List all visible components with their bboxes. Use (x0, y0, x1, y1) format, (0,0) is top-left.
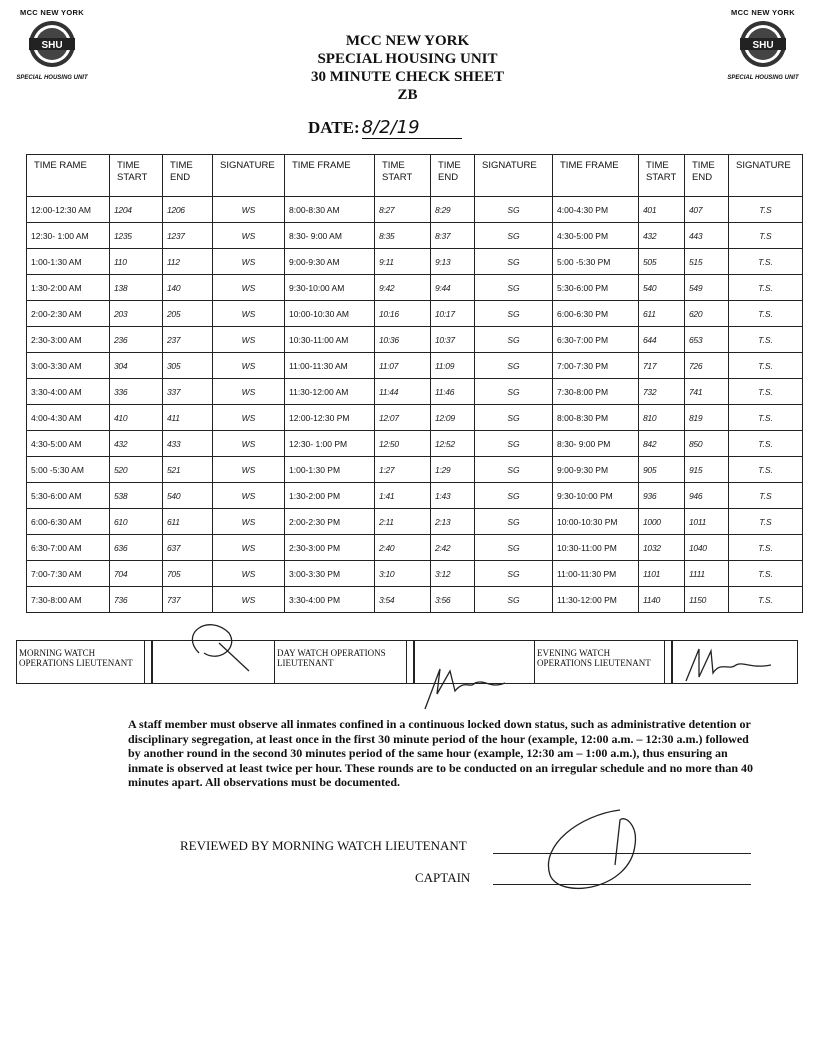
signature-cell: T.S (729, 483, 803, 509)
table-row (27, 249, 803, 275)
signature-cell: WS (213, 301, 285, 327)
time-frame-cell: 7:30-8:00 PM (553, 379, 639, 405)
time-frame-cell: 4:30-5:00 PM (553, 223, 639, 249)
time-end-cell: 1040 (685, 535, 729, 561)
signature-cell: T.S. (729, 587, 803, 613)
time-end-cell: 741 (685, 379, 729, 405)
time-end-cell: 12:52 (431, 431, 475, 457)
time-start-cell: 644 (639, 327, 685, 353)
column-header: TIME FRAME (553, 155, 639, 197)
time-end-cell: 850 (685, 431, 729, 457)
time-start-cell: 610 (110, 509, 163, 535)
signature-cell: T.S. (729, 353, 803, 379)
time-end-cell: 407 (685, 197, 729, 223)
signature-cell: SG (475, 353, 553, 379)
column-header: TIME END (163, 155, 213, 197)
header-line-4: ZB (397, 87, 418, 103)
time-start-cell: 11:07 (375, 353, 431, 379)
date-label: DATE: (308, 118, 360, 137)
time-frame-cell: 6:30-7:00 PM (553, 327, 639, 353)
time-frame-cell: 11:00-11:30 PM (553, 561, 639, 587)
time-start-cell: 9:42 (375, 275, 431, 301)
header-line-3: 30 MINUTE CHECK SHEET (311, 69, 504, 85)
signature-cell: T.S (729, 509, 803, 535)
signature-cell: WS (213, 561, 285, 587)
time-start-cell: 410 (110, 405, 163, 431)
day-watch-label: DAY WATCH OPERATIONS LIEUTENANT (277, 648, 386, 668)
time-start-cell: 810 (639, 405, 685, 431)
signature-cell: T.S. (729, 379, 803, 405)
time-end-cell: 637 (163, 535, 213, 561)
signature-cell: WS (213, 249, 285, 275)
signature-cell: SG (475, 223, 553, 249)
time-end-cell: 140 (163, 275, 213, 301)
time-end-cell: 10:37 (431, 327, 475, 353)
header-line-2: SPECIAL HOUSING UNIT (317, 51, 498, 67)
time-frame-cell: 4:00-4:30 AM (27, 405, 110, 431)
signature-cell: T.S. (729, 301, 803, 327)
time-frame-cell: 4:30-5:00 AM (27, 431, 110, 457)
time-end-cell: 653 (685, 327, 729, 353)
signature-cell: WS (213, 353, 285, 379)
time-end-cell: 12:09 (431, 405, 475, 431)
logo-top-text: MCC NEW YORK (731, 8, 795, 17)
morning-watch-label-cell (17, 641, 145, 683)
column-header: TIME END (685, 155, 729, 197)
time-end-cell: 205 (163, 301, 213, 327)
time-start-cell: 2:11 (375, 509, 431, 535)
time-start-cell: 236 (110, 327, 163, 353)
time-frame-cell: 7:00-7:30 PM (553, 353, 639, 379)
time-start-cell: 12:50 (375, 431, 431, 457)
time-frame-cell: 10:30-11:00 PM (553, 535, 639, 561)
signature-cell: T.S. (729, 431, 803, 457)
time-frame-cell: 5:30-6:00 AM (27, 483, 110, 509)
time-end-cell: 10:17 (431, 301, 475, 327)
time-end-cell: 237 (163, 327, 213, 353)
signature-cell: T.S. (729, 405, 803, 431)
time-start-cell: 1235 (110, 223, 163, 249)
time-start-cell: 1140 (639, 587, 685, 613)
evening-watch-label-cell (535, 641, 665, 683)
time-frame-cell: 11:30-12:00 PM (553, 587, 639, 613)
seal-text: SHU (41, 40, 63, 51)
time-start-cell: 2:40 (375, 535, 431, 561)
morning-watch-signature (153, 641, 275, 683)
time-start-cell: 304 (110, 353, 163, 379)
table-row (27, 275, 803, 301)
time-start-cell: 138 (110, 275, 163, 301)
signature-cell: WS (213, 483, 285, 509)
time-end-cell: 521 (163, 457, 213, 483)
signature-cell: WS (213, 457, 285, 483)
signature-cell: WS (213, 275, 285, 301)
time-frame-cell: 8:00-8:30 AM (285, 197, 375, 223)
signature-cell: WS (213, 509, 285, 535)
signature-cell: SG (475, 561, 553, 587)
time-end-cell: 1206 (163, 197, 213, 223)
time-frame-cell: 1:30-2:00 AM (27, 275, 110, 301)
time-end-cell: 11:09 (431, 353, 475, 379)
signature-cell: T.S (729, 197, 803, 223)
table-row (27, 327, 803, 353)
time-end-cell: 8:37 (431, 223, 475, 249)
evening-watch-label: EVENING WATCH OPERATIONS LIEUTENANT (537, 648, 651, 668)
time-start-cell: 505 (639, 249, 685, 275)
date-value: 8/2/19 (362, 117, 462, 139)
time-start-cell: 8:35 (375, 223, 431, 249)
time-end-cell: 433 (163, 431, 213, 457)
time-frame-cell: 7:30-8:00 AM (27, 587, 110, 613)
time-frame-cell: 2:30-3:00 AM (27, 327, 110, 353)
time-end-cell: 11:46 (431, 379, 475, 405)
table-row (27, 197, 803, 223)
time-frame-cell: 12:30- 1:00 PM (285, 431, 375, 457)
column-header: TIME FRAME (285, 155, 375, 197)
time-frame-cell: 9:00-9:30 AM (285, 249, 375, 275)
signature-cell: SG (475, 301, 553, 327)
time-frame-cell: 3:00-3:30 AM (27, 353, 110, 379)
morning-watch-label: MORNING WATCH OPERATIONS LIEUTENANT (19, 648, 133, 668)
header-line-1: MCC NEW YORK (345, 33, 470, 49)
time-end-cell: 1:43 (431, 483, 475, 509)
time-frame-cell: 6:00-6:30 PM (553, 301, 639, 327)
time-end-cell: 1150 (685, 587, 729, 613)
time-frame-cell: 12:00-12:30 AM (27, 197, 110, 223)
time-frame-cell: 11:00-11:30 AM (285, 353, 375, 379)
time-end-cell: 946 (685, 483, 729, 509)
time-start-cell: 636 (110, 535, 163, 561)
table-row (27, 457, 803, 483)
time-frame-cell: 12:00-12:30 PM (285, 405, 375, 431)
time-start-cell: 704 (110, 561, 163, 587)
time-end-cell: 1111 (685, 561, 729, 587)
time-frame-cell: 8:00-8:30 PM (553, 405, 639, 431)
signature-cell: WS (213, 379, 285, 405)
logo-bottom-text: SPECIAL HOUSING UNIT (16, 75, 88, 81)
time-frame-cell: 1:30-2:00 PM (285, 483, 375, 509)
time-start-cell: 3:54 (375, 587, 431, 613)
signature-cell: WS (213, 327, 285, 353)
time-start-cell: 336 (110, 379, 163, 405)
signature-cell: SG (475, 535, 553, 561)
time-start-cell: 1032 (639, 535, 685, 561)
time-frame-cell: 1:00-1:30 AM (27, 249, 110, 275)
time-frame-cell: 3:00-3:30 PM (285, 561, 375, 587)
signature-cell: T.S. (729, 327, 803, 353)
table-body (27, 197, 803, 613)
time-frame-cell: 2:30-3:00 PM (285, 535, 375, 561)
seal-text: SHU (752, 40, 774, 51)
time-start-cell: 842 (639, 431, 685, 457)
signature-cell: SG (475, 249, 553, 275)
signature-scribble-icon (681, 641, 801, 685)
signature-cell: T.S. (729, 249, 803, 275)
signature-cell: SG (475, 587, 553, 613)
date-row (308, 117, 462, 139)
time-start-cell: 732 (639, 379, 685, 405)
check-sheet-table (26, 154, 803, 613)
time-start-cell: 203 (110, 301, 163, 327)
time-frame-cell: 5:00 -5:30 AM (27, 457, 110, 483)
table-row (27, 561, 803, 587)
signature-cell: SG (475, 275, 553, 301)
time-frame-cell: 8:30- 9:00 AM (285, 223, 375, 249)
time-frame-cell: 10:30-11:00 AM (285, 327, 375, 353)
signature-cell: WS (213, 197, 285, 223)
signature-cell: WS (213, 405, 285, 431)
signature-cell: SG (475, 483, 553, 509)
time-end-cell: 8:29 (431, 197, 475, 223)
time-end-cell: 611 (163, 509, 213, 535)
day-watch-signature (415, 641, 535, 683)
time-start-cell: 1000 (639, 509, 685, 535)
column-header: SIGNATURE (213, 155, 285, 197)
time-frame-cell: 4:00-4:30 PM (553, 197, 639, 223)
time-end-cell: 411 (163, 405, 213, 431)
signature-cell: SG (475, 457, 553, 483)
reviewed-by-label: REVIEWED BY MORNING WATCH LIEUTENANT (180, 838, 467, 853)
time-start-cell: 3:10 (375, 561, 431, 587)
time-end-cell: 3:56 (431, 587, 475, 613)
time-end-cell: 9:13 (431, 249, 475, 275)
time-frame-cell: 3:30-4:00 AM (27, 379, 110, 405)
table-row (27, 353, 803, 379)
time-end-cell: 3:12 (431, 561, 475, 587)
time-start-cell: 611 (639, 301, 685, 327)
signature-cell: SG (475, 431, 553, 457)
signature-cell: T.S (729, 223, 803, 249)
time-end-cell: 2:42 (431, 535, 475, 561)
time-end-cell: 1237 (163, 223, 213, 249)
column-header: TIME START (375, 155, 431, 197)
observation-policy-notice: A staff member must observe all inmates confined in a continuous locked down status, such as administrative detention or disciplinary segregation, at least once in the first 30 minute period of the hour (example, 12:00 a.m. – 12:30 a.m.) followed by another round in the second 30 minutes period of the same hour (example, 12:30 am – 1:00 a.m.), thus ensuring an inmate is observed at least twice per hour. These rounds are to be conducted on an irregular schedule and no more than 40 minutes apart. All observations must be documented. (128, 717, 754, 789)
table-row (27, 379, 803, 405)
column-header: TIME START (639, 155, 685, 197)
table-row (27, 509, 803, 535)
table-row (27, 587, 803, 613)
time-end-cell: 819 (685, 405, 729, 431)
signature-scribble-icon (415, 649, 535, 709)
time-start-cell: 736 (110, 587, 163, 613)
table-row (27, 431, 803, 457)
time-start-cell: 1101 (639, 561, 685, 587)
time-end-cell: 9:44 (431, 275, 475, 301)
time-end-cell: 915 (685, 457, 729, 483)
time-start-cell: 432 (639, 223, 685, 249)
watch-signature-boxes (16, 640, 798, 684)
signature-cell: WS (213, 431, 285, 457)
day-watch-label-cell (275, 641, 407, 683)
time-end-cell: 2:13 (431, 509, 475, 535)
divider (145, 641, 153, 683)
table-row (27, 535, 803, 561)
time-start-cell: 717 (639, 353, 685, 379)
divider (407, 641, 415, 683)
signature-cell: T.S. (729, 561, 803, 587)
evening-watch-signature (673, 641, 797, 683)
time-frame-cell: 5:30-6:00 PM (553, 275, 639, 301)
time-end-cell: 726 (685, 353, 729, 379)
time-end-cell: 337 (163, 379, 213, 405)
table-row (27, 483, 803, 509)
signature-cell: WS (213, 535, 285, 561)
time-frame-cell: 1:00-1:30 PM (285, 457, 375, 483)
time-frame-cell: 11:30-12:00 AM (285, 379, 375, 405)
time-end-cell: 1:29 (431, 457, 475, 483)
column-header: SIGNATURE (729, 155, 803, 197)
table-row (27, 405, 803, 431)
time-start-cell: 1:41 (375, 483, 431, 509)
signature-cell: SG (475, 379, 553, 405)
column-header: TIME END (431, 155, 475, 197)
time-frame-cell: 9:30-10:00 AM (285, 275, 375, 301)
time-start-cell: 538 (110, 483, 163, 509)
time-frame-cell: 7:00-7:30 AM (27, 561, 110, 587)
time-frame-cell: 8:30- 9:00 PM (553, 431, 639, 457)
time-start-cell: 432 (110, 431, 163, 457)
signature-cell: T.S. (729, 535, 803, 561)
time-end-cell: 1011 (685, 509, 729, 535)
column-header: TIME RAME (27, 155, 110, 197)
signature-cell: SG (475, 405, 553, 431)
time-end-cell: 305 (163, 353, 213, 379)
logo-top-text: MCC NEW YORK (20, 8, 84, 17)
time-frame-cell: 2:00-2:30 AM (27, 301, 110, 327)
time-end-cell: 112 (163, 249, 213, 275)
signature-cell: T.S. (729, 457, 803, 483)
signature-scribble-icon (159, 623, 281, 667)
table-row (27, 223, 803, 249)
signature-cell: WS (213, 587, 285, 613)
time-end-cell: 737 (163, 587, 213, 613)
time-frame-cell: 12:30- 1:00 AM (27, 223, 110, 249)
time-start-cell: 11:44 (375, 379, 431, 405)
time-frame-cell: 9:30-10:00 PM (553, 483, 639, 509)
logo-bottom-text: SPECIAL HOUSING UNIT (727, 75, 799, 81)
time-start-cell: 10:16 (375, 301, 431, 327)
time-end-cell: 540 (163, 483, 213, 509)
captain-label: CAPTAIN (415, 870, 471, 885)
time-end-cell: 705 (163, 561, 213, 587)
table-row (27, 301, 803, 327)
signature-cell: SG (475, 509, 553, 535)
divider (665, 641, 673, 683)
time-end-cell: 443 (685, 223, 729, 249)
time-frame-cell: 6:00-6:30 AM (27, 509, 110, 535)
time-start-cell: 905 (639, 457, 685, 483)
time-frame-cell: 10:00-10:30 PM (553, 509, 639, 535)
time-start-cell: 8:27 (375, 197, 431, 223)
time-frame-cell: 10:00-10:30 AM (285, 301, 375, 327)
column-header: SIGNATURE (475, 155, 553, 197)
time-frame-cell: 2:00-2:30 PM (285, 509, 375, 535)
column-header: TIME START (110, 155, 163, 197)
time-start-cell: 9:11 (375, 249, 431, 275)
time-start-cell: 10:36 (375, 327, 431, 353)
time-start-cell: 520 (110, 457, 163, 483)
time-start-cell: 401 (639, 197, 685, 223)
time-start-cell: 1204 (110, 197, 163, 223)
time-start-cell: 1:27 (375, 457, 431, 483)
signature-cell: SG (475, 327, 553, 353)
time-frame-cell: 5:00 -5:30 PM (553, 249, 639, 275)
time-frame-cell: 9:00-9:30 PM (553, 457, 639, 483)
time-end-cell: 515 (685, 249, 729, 275)
document-header (0, 32, 815, 104)
table-header-row (27, 155, 803, 197)
time-end-cell: 549 (685, 275, 729, 301)
signature-cell: WS (213, 223, 285, 249)
time-start-cell: 540 (639, 275, 685, 301)
time-frame-cell: 6:30-7:00 AM (27, 535, 110, 561)
signature-cell: SG (475, 197, 553, 223)
time-end-cell: 620 (685, 301, 729, 327)
time-frame-cell: 3:30-4:00 PM (285, 587, 375, 613)
captain-signature-scribble-icon (540, 805, 660, 895)
time-start-cell: 110 (110, 249, 163, 275)
time-start-cell: 12:07 (375, 405, 431, 431)
signature-cell: T.S. (729, 275, 803, 301)
time-start-cell: 936 (639, 483, 685, 509)
